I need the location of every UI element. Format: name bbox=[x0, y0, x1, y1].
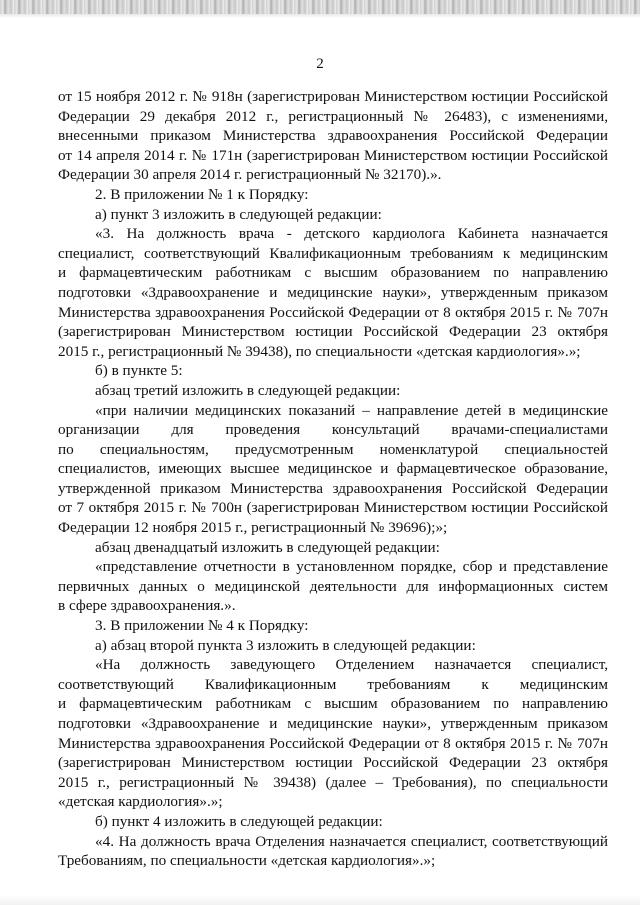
text-line: абзац двенадцатый изложить в следующей редакции: bbox=[95, 538, 440, 556]
text-line: Министерства здравоохранения Российской Федерации от 8 октября 2015 г. № 707н bbox=[58, 303, 608, 321]
text-line: б) в пункте 5: bbox=[95, 362, 183, 380]
text-line: внесенными приказом Министерства здравоохранения Российской Федерации bbox=[58, 127, 608, 145]
text-line: б) пункт 4 изложить в следующей редакции: bbox=[95, 812, 383, 830]
text-line: «при наличии медицинских показаний – направление детей в медицинские bbox=[95, 401, 608, 419]
text-line: (зарегистрирован Министерством юстиции Российской Федерации 23 октября bbox=[58, 754, 608, 772]
text-line: 2015 г., регистрационный № 39438) (далее – Требования), по специальности bbox=[58, 773, 608, 791]
text-line: Федерации 30 апреля 2014 г. регистрационный № 32170).». bbox=[58, 166, 442, 184]
text-line: Требованиям, по специальности «детская кардиология».»; bbox=[58, 852, 436, 870]
text-line: «представление отчетности в установленном порядке, сбор и представление bbox=[95, 558, 608, 576]
text-line: в сфере здравоохранения.». bbox=[58, 597, 236, 615]
text-line: «3. На должность врача - детского кардиолога Кабинета назначается bbox=[95, 225, 608, 243]
text-line: подготовки «Здравоохранение и медицинские науки», утвержденным приказом bbox=[58, 715, 608, 732]
text-line: «детская кардиология».»; bbox=[58, 793, 223, 811]
text-line: (зарегистрирован Министерством юстиции Российской Федерации 23 октября bbox=[58, 323, 608, 341]
text-line: «4. На должность врача Отделения назначается специалист, соответствующий bbox=[95, 832, 608, 850]
page-number: 2 bbox=[316, 56, 324, 72]
text-line: подготовки «Здравоохранение и медицинские науки», утвержденным приказом bbox=[58, 283, 608, 301]
scan-bottom-edge bbox=[0, 895, 640, 905]
scan-top-edge bbox=[0, 0, 640, 14]
document-body bbox=[58, 87, 608, 871]
text-line: Федерации 12 ноября 2015 г., регистрационный № 39696);»; bbox=[58, 519, 448, 537]
text-line: от 7 октября 2015 г. № 700н (зарегистрирован Министерством юстиции Российской bbox=[58, 499, 608, 517]
text-line: специалист, соответствующий Квалификационным требованиям к медицинским bbox=[58, 244, 608, 262]
text-line: утвержденной приказом Министерства здравоохранения Российской Федерации bbox=[58, 479, 608, 497]
text-line: организации для проведения консультаций врачами-специалистами bbox=[58, 421, 608, 439]
text-line: первичных данных о медицинской деятельности для информационных систем bbox=[58, 577, 608, 595]
text-line: 3. В приложении № 4 к Порядку: bbox=[95, 617, 309, 635]
text-line: Министерства здравоохранения Российской Федерации от 8 октября 2015 г. № 707н bbox=[58, 734, 608, 752]
scan-top-shadow bbox=[0, 14, 640, 18]
text-line: от 14 апреля 2014 г. № 171н (зарегистрирован Министерством юстиции Российской bbox=[58, 146, 608, 164]
text-line: 2015 г., регистрационный № 39438), по специальности «детская кардиология».»; bbox=[58, 342, 581, 360]
text-line: а) пункт 3 изложить в следующей редакции: bbox=[95, 205, 382, 223]
text-line: «На должность заведующего Отделением назначается специалист, bbox=[95, 656, 608, 674]
text-line: и фармацевтическим работникам с высшим образованием по направлению bbox=[58, 695, 608, 713]
text-line: Федерации 29 декабря 2012 г., регистрационный № 26483), с изменениями, bbox=[58, 107, 608, 125]
text-line: и фармацевтическим работникам с высшим образованием по направлению bbox=[58, 264, 608, 282]
text-line: от 15 ноября 2012 г. № 918н (зарегистрирован Министерством юстиции Российской bbox=[58, 88, 608, 105]
text-line: соответствующий Квалификационным требованиям к медицинским bbox=[58, 675, 608, 693]
text-line: специалистов, имеющих высшее медицинское и фармацевтическое образование, bbox=[58, 460, 608, 478]
text-line: а) абзац второй пункта 3 изложить в следующей редакции: bbox=[95, 636, 476, 654]
text-line: абзац третий изложить в следующей редакции: bbox=[95, 381, 401, 399]
text-line: по специальностям, предусмотренным номенклатурой специальностей bbox=[58, 440, 608, 458]
text-line: 2. В приложении № 1 к Порядку: bbox=[95, 185, 309, 203]
